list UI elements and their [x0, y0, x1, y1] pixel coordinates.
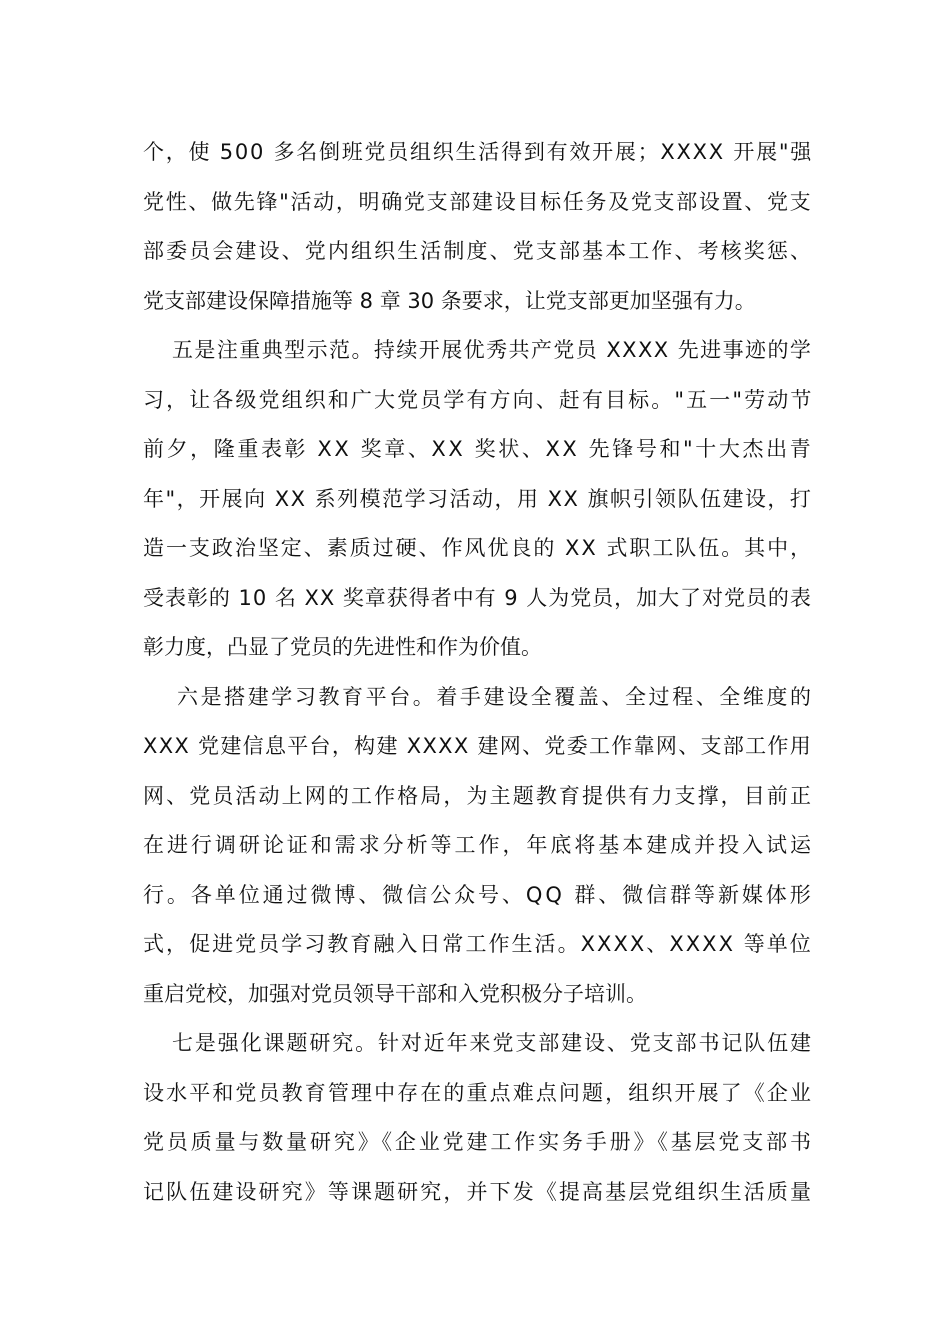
text-line: XXX 党建信息平台，构建 XXXX 建网、党委工作靠网、支部工作用 [143, 734, 813, 758]
text-line: 前夕，隆重表彰 XX 奖章、XX 奖状、XX 先锋号和"十大杰出青 [143, 437, 814, 461]
text-line: 党性、做先锋"活动，明确党支部建设目标任务及党支部设置、党支 [143, 189, 813, 214]
text-line: 六是搭建学习教育平台。着手建设全覆盖、全过程、全维度的 [177, 684, 814, 709]
paragraph-2 [143, 326, 814, 673]
text-line: 七是强化课题研究。针对近年来党支部建设、党支部书记队伍建 [172, 1031, 813, 1055]
text-line: 记队伍建设研究》等课题研究，并下发《提高基层党组织生活质量 [143, 1179, 814, 1204]
text-line: 彰力度，凸显了党员的先进性和作为价值。 [143, 635, 542, 659]
text-line: 式，促进党员学习教育融入日常工作生活。XXXX、XXXX 等单位 [143, 932, 813, 956]
body-text [143, 128, 814, 1217]
text-line: 年"，开展向 XX 系列模范学习活动，用 XX 旗帜引领队伍建设，打 [143, 486, 813, 511]
text-line: 部委员会建设、党内组织生活制度、党支部基本工作、考核奖惩、 [143, 239, 814, 263]
text-line: 党支部建设保障措施等 8 章 30 条要求，让党支部更加坚强有力。 [143, 288, 756, 313]
text-line: 在进行调研论证和需求分析等工作，年底将基本建成并投入试运 [143, 833, 814, 857]
text-line: 重启党校，加强对党员领导干部和入党积极分子培训。 [143, 981, 647, 1006]
text-line: 行。各单位通过微博、微信公众号、QQ 群、微信群等新媒体形 [143, 882, 814, 907]
paragraph-3 [143, 673, 814, 1020]
paragraph-1 [143, 128, 814, 326]
paragraph-4 [143, 1019, 814, 1217]
text-line: 设水平和党员教育管理中存在的重点难点问题，组织开展了《企业 [143, 1080, 814, 1105]
text-line: 网、党员活动上网的工作格局，为主题教育提供有力支撑，目前正 [143, 783, 814, 808]
text-line: 造一支政治坚定、素质过硬、作风优良的 XX 式职工队伍。其中， [143, 536, 814, 560]
text-line: 习，让各级党组织和广大党员学有方向、赶有目标。"五一"劳动节 [143, 387, 814, 412]
text-line: 五是注重典型示范。持续开展优秀共产党员 XXXX 先进事迹的学 [172, 338, 813, 362]
text-line: 党员质量与数量研究》《企业党建工作实务手册》《基层党支部书 [143, 1130, 814, 1154]
text-line: 受表彰的 10 名 XX 奖章获得者中有 9 人为党员，加大了对党员的表 [143, 585, 812, 610]
text-line: 个，使 500 多名倒班党员组织生活得到有效开展；XXXX 开展"强 [143, 140, 814, 164]
